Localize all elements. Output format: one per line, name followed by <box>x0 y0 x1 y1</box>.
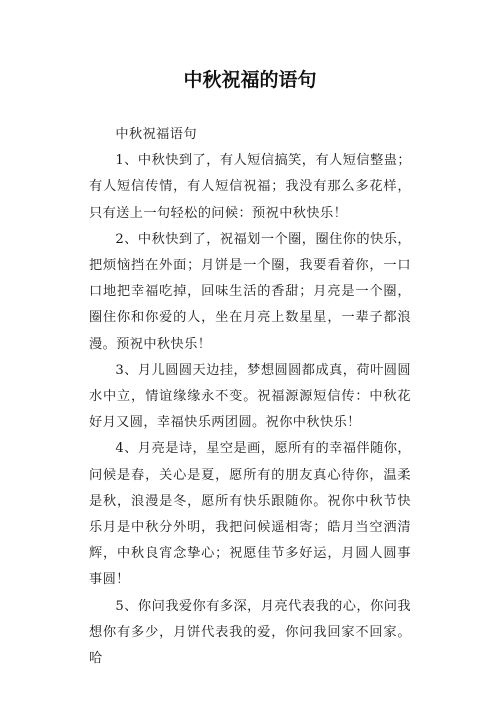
document-body <box>89 122 411 672</box>
paragraph-4: 4、月亮是诗，星空是画，愿所有的幸福伴随你，问候是春，关心是夏，愿所有的朋友真心待你，温柔是秋，浪漫是冬，愿所有快乐跟随你。祝你中秋节快乐月是中秋分外明，我把问候遥相寄；皓月当空洒清辉，中秋良宵念挚心；祝愿佳节多好运，月圆人圆事事圆！ <box>89 441 411 588</box>
paragraph-2: 2、中秋快到了，祝福划一个圈，圈住你的快乐，把烦恼挡在外面；月饼是一个圈，我要看着你，一口口地把幸福吃掉，回味生活的香甜；月亮是一个圈，圈住你和你爱的人，坐在月亮上数星星，一辈子都浪漫。预祝中秋快乐！ <box>89 231 411 352</box>
paragraph-5: 5、你问我爱你有多深，月亮代表我的心，你问我想你有多少，月饼代表我的爱，你问我回家不回家。哈 <box>89 598 411 667</box>
document-title: 中秋祝福的语句 <box>183 69 317 91</box>
paragraph-3: 3、月儿圆圆天边挂，梦想圆圆都成真，荷叶圆圆水中立，情谊缘缘永不变。祝福源源短信传：中秋花好月又圆，幸福快乐两团圆。祝你中秋快乐！ <box>89 362 411 431</box>
document-subheading: 中秋祝福语句 <box>115 127 197 142</box>
paragraph-1: 1、中秋快到了，有人短信搞笑，有人短信整蛊；有人短信传情，有人短信祝福；我没有那么多花样，只有送上一句轻松的问候：预祝中秋快乐！ <box>89 153 411 221</box>
